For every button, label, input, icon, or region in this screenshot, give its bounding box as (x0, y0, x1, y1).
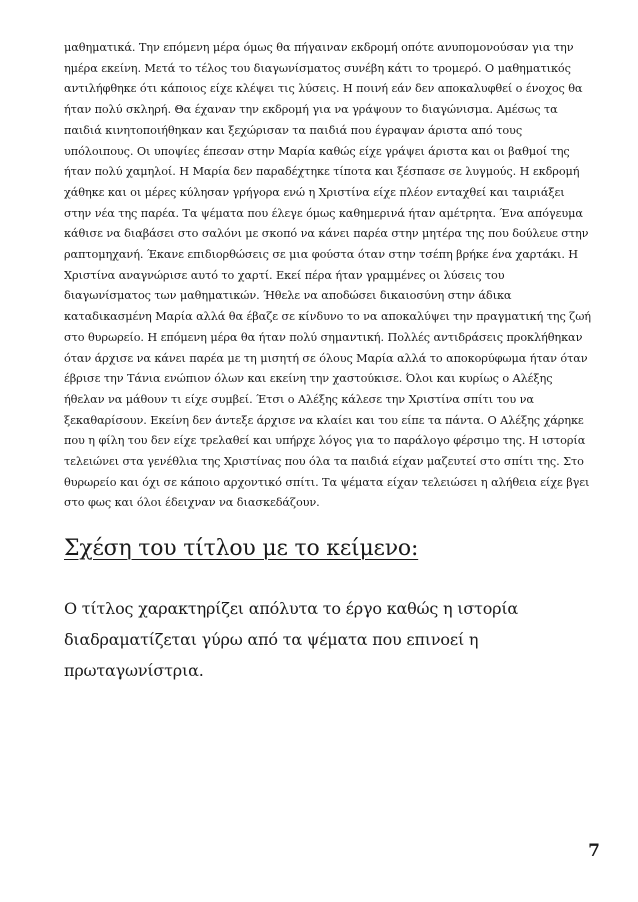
body-paragraph: μαθηματικά. Την επόμενη μέρα όμως θα πήγαιναν εκδρομή οπότε ανυπομονούσαν για την ημέρα εκείνη. Μετά το τέλος του διαγωνίσματος συνέβη κάτι το τρομερό. Ο μαθηματικός αντιλήφθηκε ότι κάποιος είχε κλέψει τις λύσεις. Η ποινή εάν δεν αποκαλυφθεί ο ένοχος θα ήταν πολύ σκληρή. Θα έχαναν την εκδρομή για να γράψουν το διαγώνισμα. Αμέσως τα παιδιά κινητοποιήθηκαν και ξεχώρισαν τα παιδιά που έγραψαν άριστα από τους υπόλοιπους. Οι υποψίες έπεσαν στην Μαρία καθώς είχε γράψει άριστα και οι βαθμοί της ήταν πολύ χαμηλοί. Η Μαρία δεν παραδέχτηκε τίποτα και ξέσπασε σε λυγμούς. Η εκδρομή χάθηκε και οι μέρες κύλησαν γρήγορα ενώ η Χριστίνα είχε πλέον ενταχθεί και ταιριάξει στην νέα της παρέα. Τα ψέματα που έλεγε όμως καθημερινά ήταν αμέτρητα. Ένα απόγευμα κάθισε να διαβάσει στο σαλόνι με σκοπό να κάνει παρέα στην μητέρα της που δούλευε στην ραπτομηχανή. Έκανε επιδιορθώσεις σε μια φούστα όταν στην τσέπη βρήκε ένα χαρτάκι. Η Χριστίνα αναγνώρισε αυτό το χαρτί. Εκεί πέρα ήταν γραμμένες οι λύσεις του διαγωνίσματος των μαθηματικών. Ήθελε να αποδώσει δικαιοσύνη στην άδικα καταδικασμένη Μαρία αλλά θα έβαζε σε κίνδυνο το να αποκαλύψει την πραγματική της ζωή στο θυρωρείο. Η επόμενη μέρα θα ήταν πολύ σημαντική. Πολλές αντιδράσεις προκλήθηκαν όταν άρχισε να κάνει παρέα με τη μισητή σε όλους Μαρία αλλά το αποκορύφωμα ήταν όταν έβρισε την Τάνια ενώπιον όλων και εκείνη την χαστούκισε. Όλοι και κυρίως ο Αλέξης ήθελαν να μάθουν τι είχε συμβεί. Έτσι ο Αλέξης κάλεσε την Χριστίνα σπίτι του να ξεκαθαρίσουν. Εκείνη δεν άντεξε άρχισε να κλαίει και του είπε τα πάντα. Ο Αλέξης χάρηκε που η φίλη του δεν είχε τρελαθεί και υπήρχε λόγος για το παράλογο φέρσιμο της. Η ιστορία τελειώνει στα γενέθλια της Χριστίνας που όλα τα παιδιά είχαν μαζευτεί στο σπίτι της. Στο θυρωρείο και όχι σε κάποιο αρχοντικό σπίτι. Τα ψέματα είχαν τελειώσει η αλήθεια είχε βγει στο φως και όλοι έδειχναν να διασκεδάζουν. (64, 41, 591, 510)
page-number: 7 (588, 841, 600, 861)
section-heading: Σχέση του τίτλου με το κείμενο: (64, 536, 419, 561)
section-paragraph: Ο τίτλος χαρακτηρίζει απόλυτα το έργο καθώς η ιστορία διαδραματίζεται γύρω από τα ψέματα που επινοεί η πρωταγωνίστρια. (64, 599, 519, 680)
